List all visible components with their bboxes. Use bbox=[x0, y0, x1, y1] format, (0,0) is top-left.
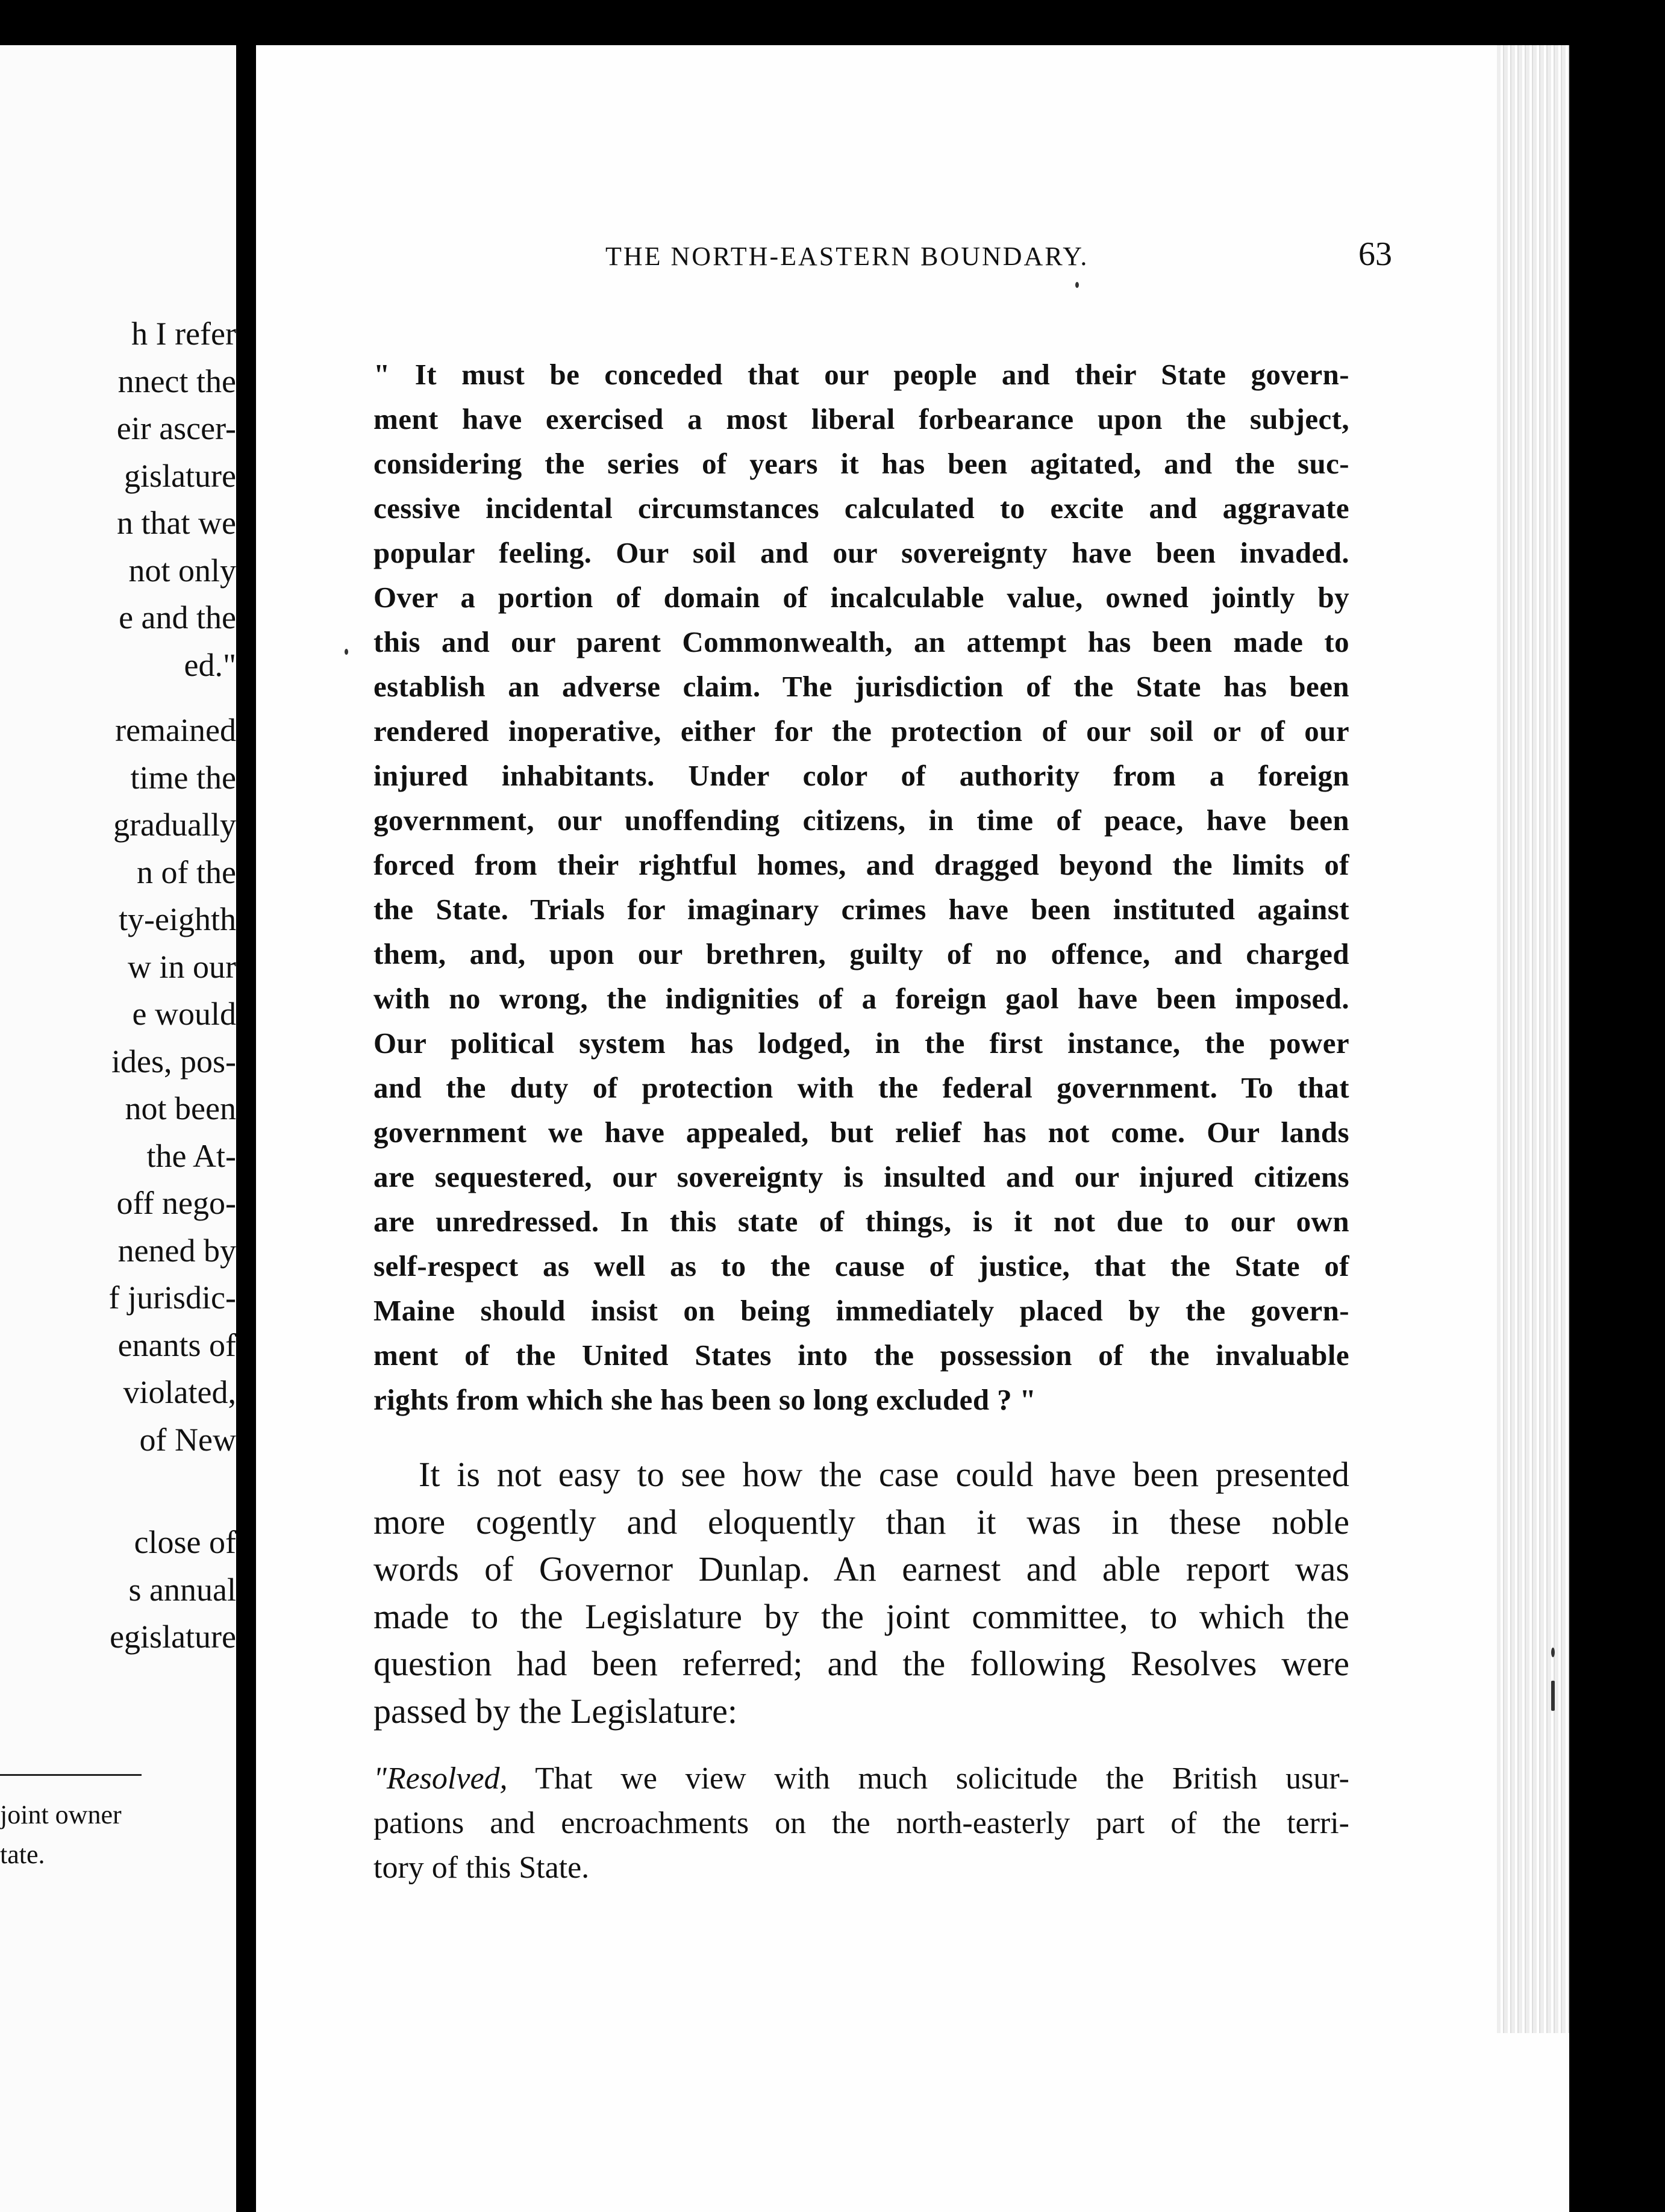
left-line: ides, pos- bbox=[111, 1043, 236, 1079]
quote-line: popular feeling. Our soil and our sovereignty have been invaded. bbox=[373, 536, 1349, 569]
body-paragraph bbox=[373, 1451, 1349, 1735]
page-body bbox=[373, 352, 1349, 1890]
left-line: eir ascer- bbox=[116, 410, 236, 446]
page-number: 63 bbox=[1358, 236, 1392, 273]
left-line: e and the bbox=[119, 599, 236, 636]
left-line: not been bbox=[125, 1090, 236, 1126]
paragraph-line: passed by the Legislature: bbox=[373, 1691, 737, 1731]
left-line: nened by bbox=[117, 1232, 236, 1269]
quote-line: this and our parent Commonwealth, an attempt has been made to bbox=[373, 625, 1349, 658]
paragraph-line: words of Governor Dunlap. An earnest and able report was bbox=[373, 1549, 1349, 1589]
footnote-line: joint owner bbox=[0, 1800, 122, 1829]
left-line: w in our bbox=[128, 948, 236, 985]
margin-dot bbox=[1551, 1681, 1555, 1711]
quote-line: rights from which she has been so long excluded ? " bbox=[373, 1383, 1037, 1416]
left-line: not only bbox=[128, 552, 236, 589]
left-line: h I refer bbox=[131, 316, 236, 352]
quote-line: considering the series of years it has been agitated, and the suc- bbox=[373, 447, 1349, 480]
quote-line: ment of the United States into the possession of the invaluable bbox=[373, 1339, 1349, 1372]
quote-line: Over a portion of domain of incalculable value, owned jointly by bbox=[373, 581, 1349, 614]
margin-dot bbox=[1075, 282, 1079, 288]
quote-line: cessive incidental circumstances calculated to excite and aggravate bbox=[373, 492, 1349, 525]
quote-line: government we have appealed, but relief has not come. Our lands bbox=[373, 1116, 1349, 1149]
resolved-keyword: "Resolved, bbox=[373, 1761, 508, 1796]
footnote-rule bbox=[0, 1774, 142, 1776]
paragraph-line: made to the Legislature by the joint committee, to which the bbox=[373, 1596, 1349, 1636]
left-footnote bbox=[0, 1795, 236, 1875]
right-page bbox=[256, 45, 1569, 2212]
quote-line: ment have exercised a most liberal forbearance upon the subject, bbox=[373, 402, 1349, 436]
left-line: close of bbox=[134, 1524, 236, 1560]
left-line: enants of bbox=[117, 1326, 236, 1363]
left-line: e would bbox=[132, 996, 236, 1032]
resolve-line bbox=[373, 1757, 1349, 1801]
left-line: remained bbox=[115, 712, 236, 748]
left-line: of New bbox=[139, 1421, 236, 1458]
resolve-text: That we view with much solicitude the British usur- bbox=[507, 1761, 1349, 1796]
left-line: time the bbox=[130, 759, 236, 796]
resolve-line: tory of this State. bbox=[373, 1851, 590, 1885]
paragraph-line: more cogently and eloquently than it was in these noble bbox=[373, 1502, 1349, 1542]
quote-line: are sequestered, our sovereignty is insulted and our injured citizens bbox=[373, 1160, 1349, 1193]
left-line: n of the bbox=[137, 854, 236, 890]
margin-dot bbox=[1551, 1648, 1555, 1657]
left-line: egislature bbox=[110, 1619, 236, 1655]
quote-line: injured inhabitants. Under color of authority from a foreign bbox=[373, 759, 1349, 792]
margin-dot bbox=[345, 649, 348, 655]
running-head: THE NORTH-EASTERN BOUNDARY. bbox=[605, 242, 1089, 271]
left-line: gislature bbox=[124, 457, 236, 494]
quote-line: government, our unoffending citizens, in time of peace, have been bbox=[373, 804, 1349, 837]
left-line: ty-eighth bbox=[119, 901, 236, 937]
quote-line: self-respect as well as to the cause of justice, that the State of bbox=[373, 1249, 1349, 1283]
quote-line: are unredressed. In this state of things, is it not due to our own bbox=[373, 1205, 1349, 1238]
quote-line: the State. Trials for imaginary crimes have been instituted against bbox=[373, 893, 1349, 926]
left-line: off nego- bbox=[116, 1185, 236, 1221]
paragraph-line: question had been referred; and the following Resolves were bbox=[373, 1644, 1349, 1683]
quote-line: with no wrong, the indignities of a foreign gaol have been imposed. bbox=[373, 982, 1349, 1015]
left-page-text bbox=[0, 310, 236, 1661]
left-page bbox=[0, 45, 236, 2212]
resolve-line: pations and encroachments on the north-easterly part of the terri- bbox=[373, 1806, 1349, 1840]
resolve-block bbox=[373, 1757, 1349, 1890]
page-edges bbox=[1497, 45, 1569, 2033]
block-quote bbox=[373, 352, 1349, 1422]
quote-line: and the duty of protection with the federal government. To that bbox=[373, 1071, 1349, 1104]
left-line: gradually bbox=[113, 807, 236, 843]
footnote-line: tate. bbox=[0, 1840, 45, 1869]
left-line: s annual bbox=[128, 1571, 236, 1608]
quote-line: Maine should insist on being immediately placed by the govern- bbox=[373, 1294, 1349, 1327]
quote-line: Our political system has lodged, in the first instance, the power bbox=[373, 1026, 1349, 1060]
quote-line: " It must be conceded that our people and their State govern- bbox=[373, 358, 1349, 391]
left-line: f jurisdic- bbox=[108, 1279, 236, 1316]
left-line: nnect the bbox=[117, 363, 236, 399]
quote-line: them, and, upon our brethren, guilty of no offence, and charged bbox=[373, 937, 1349, 970]
left-line: the At- bbox=[146, 1137, 236, 1174]
quote-line: forced from their rightful homes, and dragged beyond the limits of bbox=[373, 848, 1349, 881]
paragraph-line: It is not easy to see how the case could have been presented bbox=[419, 1455, 1349, 1494]
left-line: ed." bbox=[184, 646, 236, 683]
page-header bbox=[605, 229, 1569, 283]
left-line: violated, bbox=[123, 1374, 236, 1410]
quote-line: rendered inoperative, either for the protection of our soil or of our bbox=[373, 714, 1349, 748]
left-line: n that we bbox=[117, 505, 236, 541]
quote-line: establish an adverse claim. The jurisdiction of the State has been bbox=[373, 670, 1349, 703]
